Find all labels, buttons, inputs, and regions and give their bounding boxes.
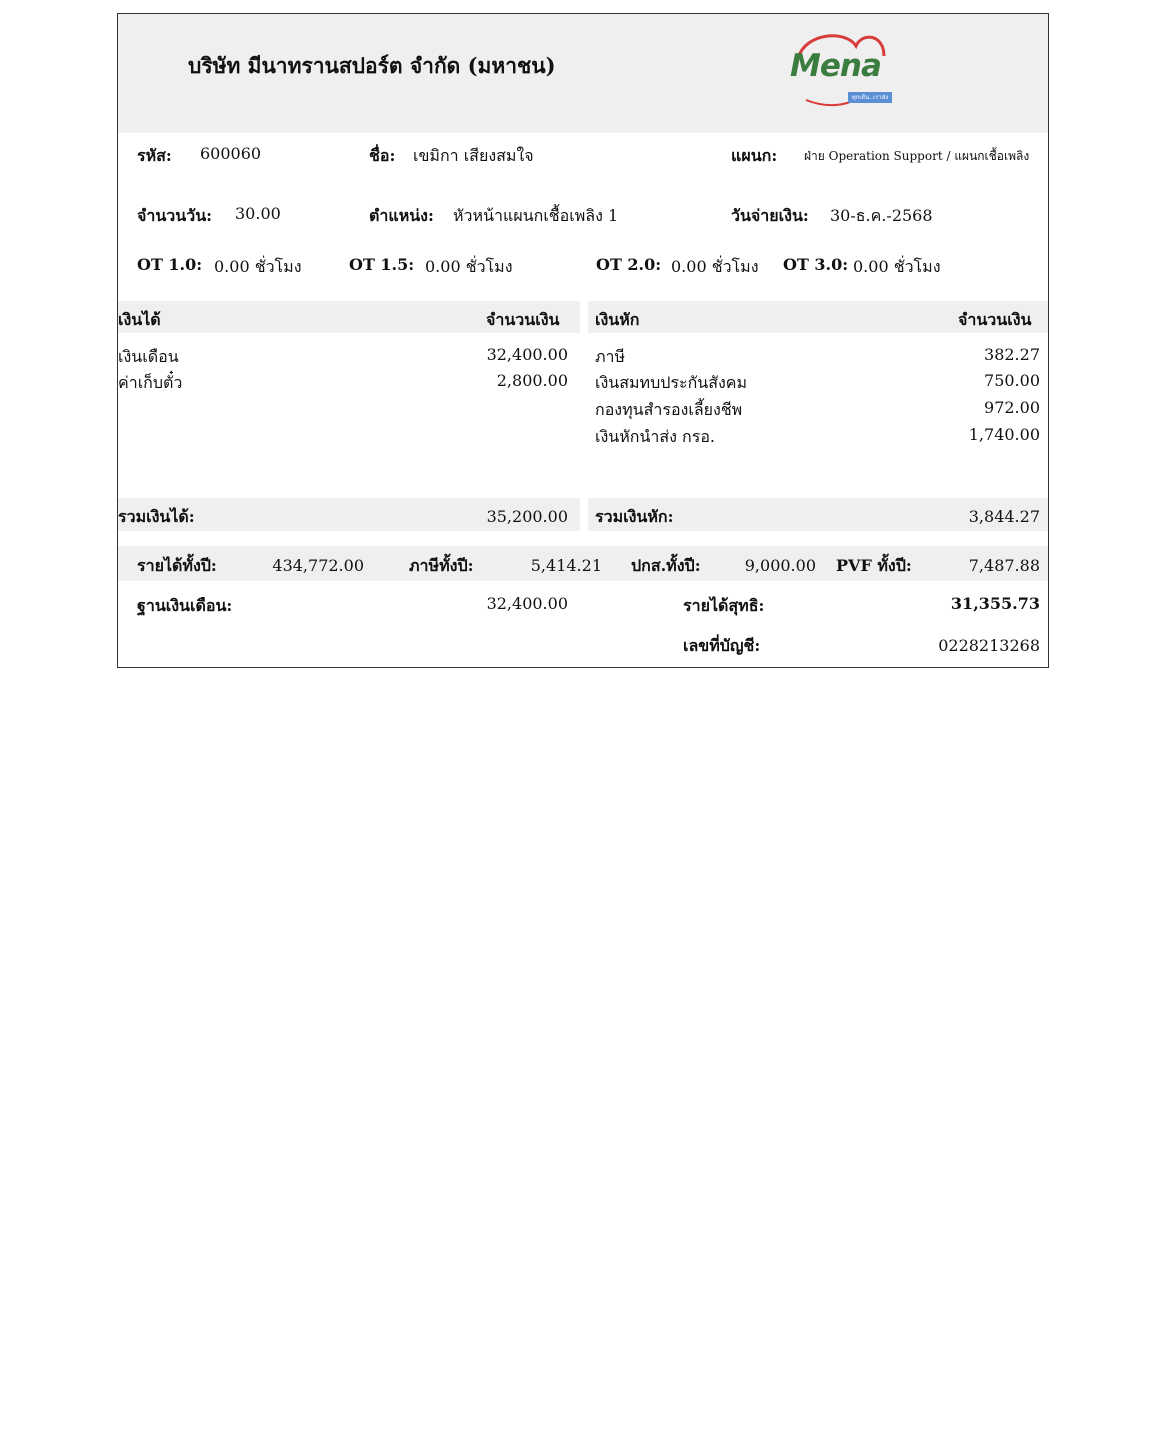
payslip: [117, 13, 1049, 668]
paydate-label: วันจ่ายเงิน:: [731, 206, 809, 225]
payslip-header: [118, 14, 1048, 133]
earning-item-amount: 2,800.00: [496, 371, 568, 390]
annual-pvf-label: PVF ทั้งปี:: [836, 556, 912, 575]
ot-3-0-value: 0.00 ชั่วโมง: [853, 257, 941, 276]
annual-tax: 5,414.21: [530, 556, 602, 575]
earning-item-name: เงินเดือน: [118, 347, 179, 366]
earning-item-name: ค่าเก็บตั๋ว: [118, 373, 183, 392]
deductions-amount-header: จำนวนเงิน: [958, 310, 1032, 329]
account-number: 0228213268: [938, 636, 1040, 655]
ot-2-0-value: 0.00 ชั่วโมง: [671, 257, 759, 276]
deductions-total-label: รวมเงินหัก:: [595, 507, 674, 526]
employee-dept: ฝ่าย Operation Support / แผนกเชื้อเพลิง: [804, 149, 1030, 163]
days-label: จำนวนวัน:: [137, 206, 213, 225]
annual-pvf: 7,487.88: [968, 556, 1040, 575]
earnings-header: เงินได้: [118, 310, 161, 329]
base-salary-label: ฐานเงินเดือน:: [137, 596, 233, 615]
deductions-header: เงินหัก: [595, 310, 640, 329]
id-label: รหัส:: [137, 146, 172, 165]
deduction-item-name: เงินสมทบประกันสังคม: [595, 373, 748, 392]
work-days: 30.00: [235, 204, 281, 223]
annual-income-label: รายได้ทั้งปี:: [137, 556, 217, 575]
deduction-item-amount: 750.00: [984, 371, 1040, 390]
earnings-total-label: รวมเงินได้:: [118, 507, 195, 526]
ot-1-5-value: 0.00 ชั่วโมง: [425, 257, 513, 276]
net-income: 31,355.73: [950, 594, 1040, 613]
deduction-item-name: เงินหักนำส่ง กรอ.: [595, 427, 716, 446]
deduction-item-amount: 1,740.00: [968, 425, 1040, 444]
logo-text: Mena: [790, 48, 881, 84]
ot-1-0-label: OT 1.0:: [137, 255, 203, 274]
pay-date: 30-ธ.ค.-2568: [830, 206, 933, 225]
company-name: บริษัท มีนาทรานสปอร์ต จำกัด (มหาชน): [188, 53, 556, 78]
annual-income: 434,772.00: [272, 556, 364, 575]
annual-sso: 9,000.00: [744, 556, 816, 575]
annual-tax-label: ภาษีทั้งปี:: [409, 556, 474, 575]
deduction-item-name: กองทุนสำรองเลี้ยงชีพ: [595, 400, 743, 419]
deductions-total: 3,844.27: [968, 507, 1040, 526]
earnings-amount-header: จำนวนเงิน: [486, 310, 560, 329]
employee-name: เขมิกา เสียงสมใจ: [413, 146, 534, 165]
position-label: ตำแหน่ง:: [369, 206, 434, 225]
earnings-total: 35,200.00: [486, 507, 568, 526]
base-salary: 32,400.00: [486, 594, 568, 613]
deduction-item-amount: 972.00: [984, 398, 1040, 417]
name-label: ชื่อ:: [369, 146, 396, 165]
ot-1-0-value: 0.00 ชั่วโมง: [214, 257, 302, 276]
earning-item-amount: 32,400.00: [486, 345, 568, 364]
account-label: เลขที่บัญชี:: [683, 636, 761, 655]
ot-2-0-label: OT 2.0:: [596, 255, 662, 274]
net-income-label: รายได้สุทธิ:: [683, 596, 765, 615]
employee-position: หัวหน้าแผนกเชื้อเพลิง 1: [453, 206, 619, 225]
ot-1-5-label: OT 1.5:: [349, 255, 415, 274]
ot-3-0-label: OT 3.0:: [783, 255, 849, 274]
deduction-item-name: ภาษี: [595, 347, 626, 366]
deduction-item-amount: 382.27: [984, 345, 1040, 364]
logo-tagline: ทุกเส้น..เราส่ง: [848, 92, 892, 103]
company-logo: [776, 28, 906, 110]
employee-id: 600060: [200, 144, 262, 163]
annual-sso-label: ปกส.ทั้งปี:: [631, 556, 701, 575]
dept-label: แผนก:: [731, 146, 778, 165]
